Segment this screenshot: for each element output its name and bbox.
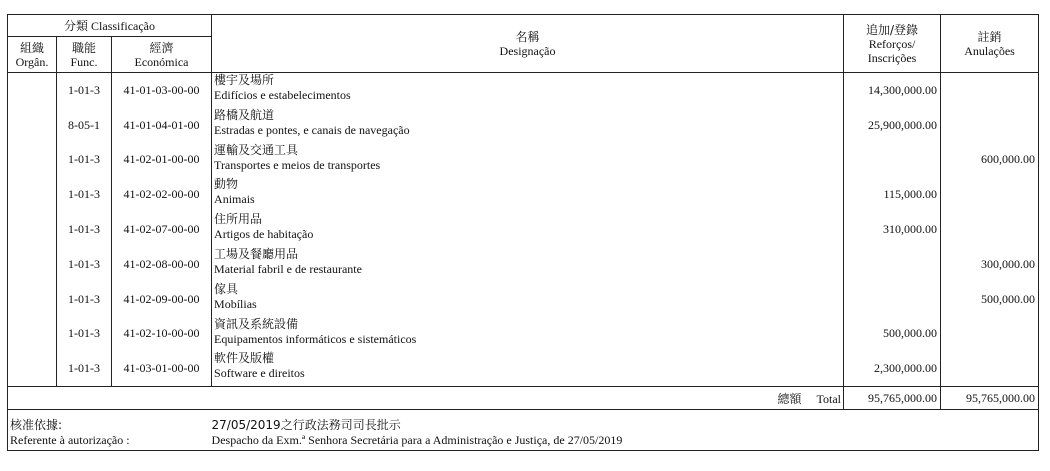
reinforcement-value: 115,000.00 bbox=[844, 177, 941, 212]
designation-pt: Mobílias bbox=[214, 296, 257, 311]
reinforcement-value: 14,300,000.00 bbox=[844, 73, 941, 108]
table-row bbox=[8, 317, 1039, 352]
organic-code bbox=[8, 282, 57, 317]
functional-code: 1-01-3 bbox=[57, 247, 112, 282]
table-row bbox=[8, 247, 1039, 282]
total-label-zh: 總額 bbox=[777, 391, 802, 406]
designation-cell bbox=[212, 177, 844, 212]
economic-code: 41-02-01-00-00 bbox=[112, 143, 212, 178]
designation-cell bbox=[212, 108, 844, 143]
designation-zh: 軟件及版權 bbox=[214, 351, 275, 366]
functional-code: 8-05-1 bbox=[57, 108, 112, 143]
table-row bbox=[8, 177, 1039, 212]
reinforcement-value bbox=[844, 282, 941, 317]
classification-header-pt: Classificação bbox=[91, 18, 156, 33]
reinforcement-value: 310,000.00 bbox=[844, 212, 941, 247]
designation-zh: 工場及餐廳用品 bbox=[214, 246, 299, 261]
designation-cell bbox=[212, 143, 844, 178]
functional-code: 1-01-3 bbox=[57, 143, 112, 178]
annulment-value: 300,000.00 bbox=[941, 247, 1039, 282]
designation-zh: 運輸及交通工具 bbox=[214, 142, 299, 157]
functional-code: 1-01-3 bbox=[57, 282, 112, 317]
annulment-value bbox=[941, 108, 1039, 143]
table-row bbox=[8, 351, 1039, 386]
annulment-value bbox=[941, 73, 1039, 108]
organic-header-zh: 組織 bbox=[19, 40, 44, 55]
designation-cell bbox=[212, 351, 844, 386]
economic-header bbox=[112, 37, 212, 73]
annulment-value bbox=[941, 351, 1039, 386]
organic-code bbox=[8, 177, 57, 212]
economic-code: 41-01-04-01-00 bbox=[112, 108, 212, 143]
designation-zh: 傢具 bbox=[214, 281, 239, 296]
reference-label-cell bbox=[8, 410, 212, 451]
table-row bbox=[8, 73, 1039, 108]
organic-code bbox=[8, 317, 57, 352]
functional-header-zh: 職能 bbox=[71, 40, 96, 55]
table-row bbox=[8, 212, 1039, 247]
total-annulment: 95,765,000.00 bbox=[941, 387, 1039, 410]
annulment-value bbox=[941, 212, 1039, 247]
designation-zh: 樓宇及場所 bbox=[214, 73, 275, 87]
reinforcement-value: 2,300,000.00 bbox=[844, 351, 941, 386]
annulments-header-zh: 註銷 bbox=[977, 29, 1002, 44]
classification-header bbox=[8, 15, 212, 37]
annulment-value: 600,000.00 bbox=[941, 143, 1039, 178]
functional-header bbox=[57, 37, 112, 73]
reference-label-pt: Referente à autorização : bbox=[10, 433, 130, 448]
organic-code bbox=[8, 247, 57, 282]
organic-code bbox=[8, 73, 57, 108]
functional-code: 1-01-3 bbox=[57, 351, 112, 386]
reinforcements-header-pt-1: Reforços/ bbox=[868, 36, 916, 51]
functional-code: 1-01-3 bbox=[57, 317, 112, 352]
annulment-value bbox=[941, 177, 1039, 212]
total-row bbox=[8, 387, 1039, 410]
designation-pt: Estradas e pontes, e canais de navegação bbox=[214, 122, 410, 137]
designation-pt: Transportes e meios de transportes bbox=[214, 157, 381, 172]
economic-header-zh: 經濟 bbox=[149, 40, 174, 55]
economic-code: 41-02-07-00-00 bbox=[112, 212, 212, 247]
designation-cell bbox=[212, 282, 844, 317]
reinforcement-value bbox=[844, 143, 941, 178]
designation-zh: 資訊及系統設備 bbox=[214, 316, 299, 331]
economic-code: 41-02-02-00-00 bbox=[112, 177, 212, 212]
organic-header bbox=[8, 37, 57, 73]
classification-header-zh: 分類 bbox=[64, 18, 89, 33]
annulments-header bbox=[941, 15, 1039, 73]
total-label-pt: Total bbox=[816, 391, 842, 406]
designation-pt: Artigos de habitação bbox=[214, 227, 314, 242]
reference-row bbox=[8, 410, 1039, 451]
economic-code: 41-03-01-00-00 bbox=[112, 351, 212, 386]
designation-zh: 路橋及航道 bbox=[214, 107, 275, 122]
organic-header-pt: Orgân. bbox=[15, 54, 49, 69]
table-row bbox=[8, 282, 1039, 317]
designation-header-pt: Designação bbox=[499, 43, 556, 58]
annulments-header-pt: Anulações bbox=[964, 43, 1015, 58]
designation-pt: Equipamentos informáticos e sistemáticos bbox=[214, 331, 417, 346]
organic-code bbox=[8, 108, 57, 143]
economic-code: 41-02-10-00-00 bbox=[112, 317, 212, 352]
reinforcements-header bbox=[844, 15, 941, 73]
designation-cell bbox=[212, 317, 844, 352]
organic-code bbox=[8, 143, 57, 178]
total-label bbox=[8, 387, 844, 410]
designation-cell bbox=[212, 212, 844, 247]
reinforcements-header-pt-2: Inscrições bbox=[867, 50, 917, 65]
organic-code bbox=[8, 351, 57, 386]
designation-pt: Animais bbox=[214, 192, 255, 207]
economic-code: 41-01-03-00-00 bbox=[112, 73, 212, 108]
table-row bbox=[8, 108, 1039, 143]
economic-header-pt: Económica bbox=[134, 54, 189, 69]
designation-pt: Edifícios e estabelecimentos bbox=[214, 88, 351, 102]
functional-header-pt: Func. bbox=[70, 54, 98, 69]
functional-code: 1-01-3 bbox=[57, 177, 112, 212]
reference-label-zh: 核准依據: bbox=[10, 418, 63, 433]
total-reinforcement: 95,765,000.00 bbox=[844, 387, 941, 410]
annulment-value: 500,000.00 bbox=[941, 282, 1039, 317]
economic-code: 41-02-08-00-00 bbox=[112, 247, 212, 282]
designation-cell bbox=[212, 247, 844, 282]
economic-code: 41-02-09-00-00 bbox=[112, 282, 212, 317]
budget-table-sheet bbox=[7, 14, 1038, 451]
functional-code: 1-01-3 bbox=[57, 212, 112, 247]
designation-pt: Material fabril e de restaurante bbox=[214, 261, 362, 276]
reference-text-pt: Despacho da Exm.ª Senhora Secretária para a Administração e Justiça, de 27/05/2019 bbox=[211, 433, 623, 448]
reference-text-zh: 27/05/2019之行政法務司司長批示 bbox=[211, 418, 401, 433]
designation-header-zh: 名稱 bbox=[515, 29, 540, 44]
functional-code: 1-01-3 bbox=[57, 73, 112, 108]
reinforcement-value: 500,000.00 bbox=[844, 317, 941, 352]
organic-code bbox=[8, 212, 57, 247]
reinforcement-value bbox=[844, 247, 941, 282]
designation-pt: Software e direitos bbox=[214, 366, 305, 381]
table-row bbox=[8, 143, 1039, 178]
annulment-value bbox=[941, 317, 1039, 352]
designation-cell bbox=[212, 73, 844, 108]
designation-zh: 動物 bbox=[214, 177, 239, 192]
budget-table bbox=[7, 14, 1039, 451]
reinforcement-value: 25,900,000.00 bbox=[844, 108, 941, 143]
reinforcements-header-zh: 追加/登錄 bbox=[866, 22, 919, 37]
designation-zh: 住所用品 bbox=[214, 212, 263, 227]
designation-header bbox=[212, 15, 844, 73]
reference-text-cell bbox=[212, 410, 1039, 451]
